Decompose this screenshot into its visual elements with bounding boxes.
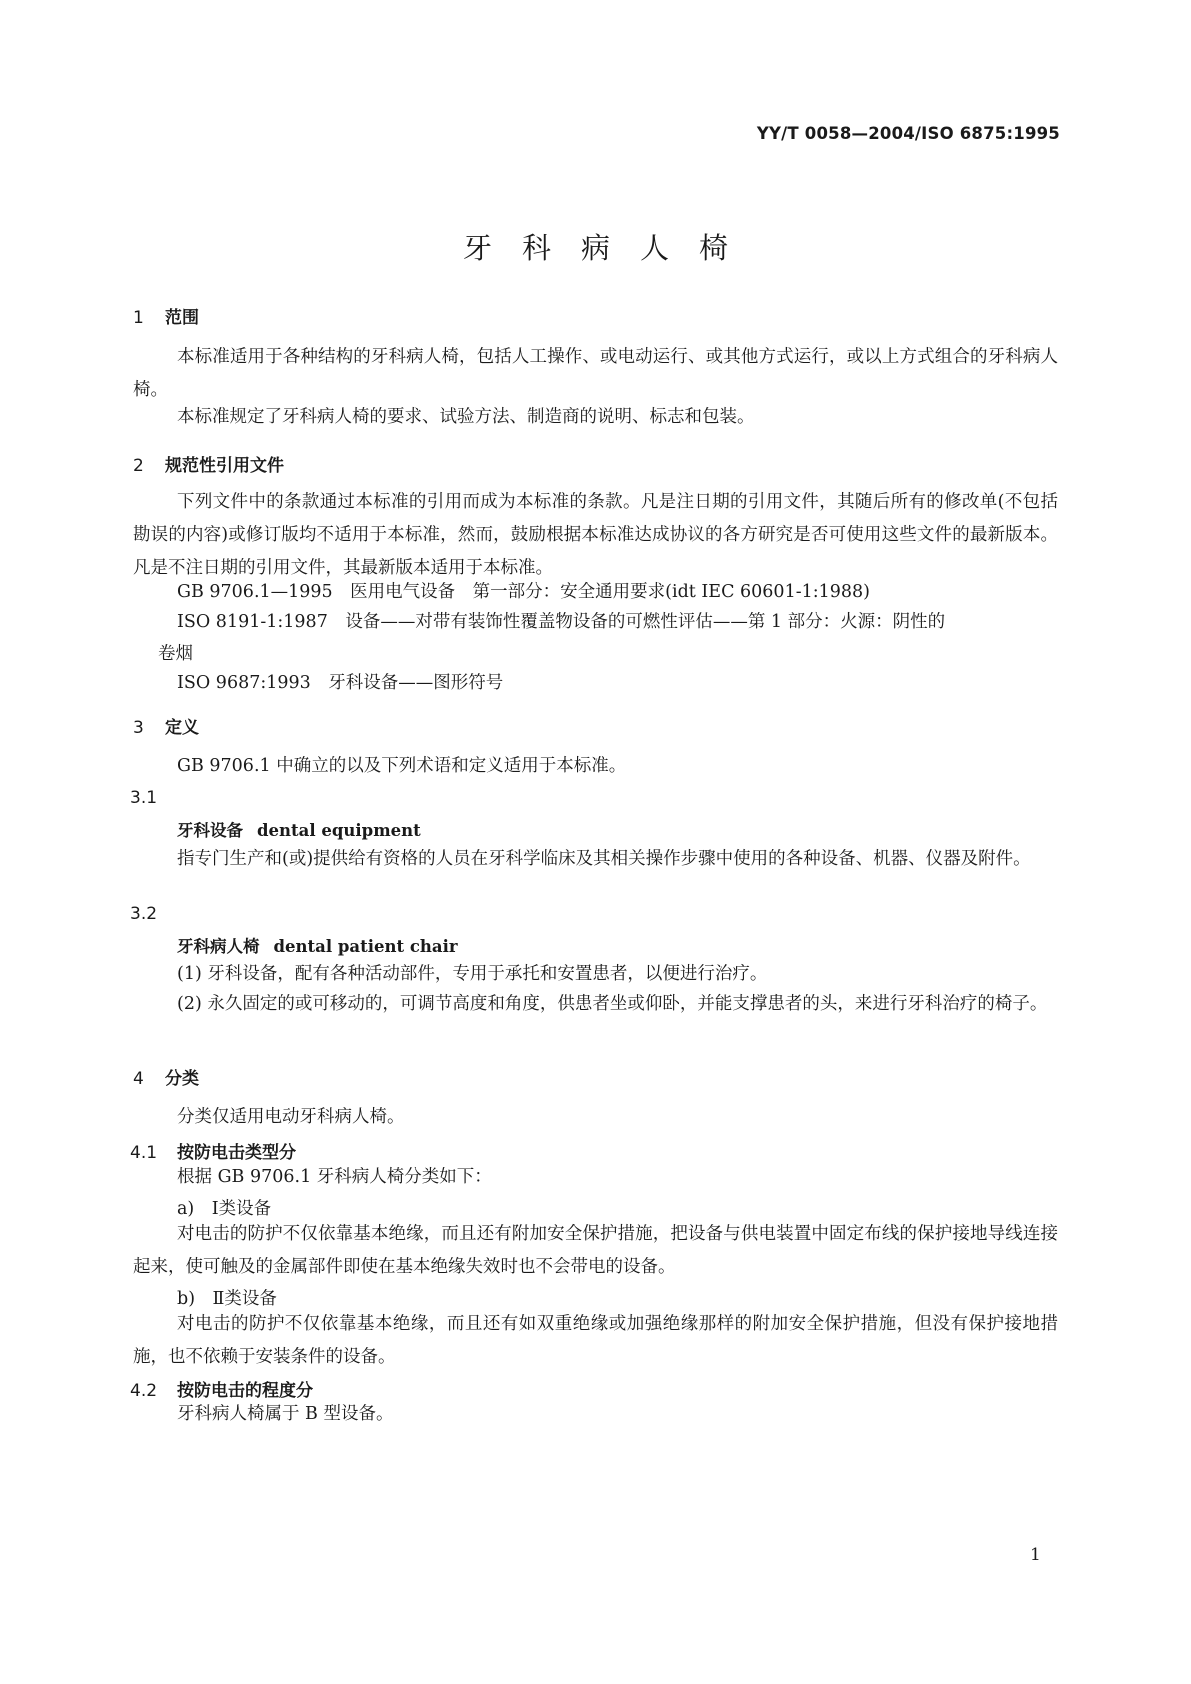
section-2-title: 规范性引用文件 [165,456,284,476]
section-4-number: 4 [133,1069,144,1089]
section-4-2-number: 4.2 [130,1381,158,1401]
term-dental-patient-chair [177,933,458,957]
definition-dental-patient-chair-2: (2) 永久固定的或可移动的，可调节高度和角度，供患者坐或仰卧，并能支撑患者的头，来进行牙科治疗的椅子。 [177,994,1048,1014]
document-title: 牙科病人椅 [462,231,758,265]
section-3-heading [133,713,199,738]
clause-3-1-number: 3.1 [130,788,158,808]
class-ii-description: 对电击的防护不仅依靠基本绝缘，而且还有如双重绝缘或加强绝缘那样的附加安全保护措施，但没有保护接地措施，也不依赖于安装条件的设备。 [133,1314,1058,1367]
definition-dental-equipment: 指专门生产和(或)提供给有资格的人员在牙科学临床及其相关操作步骤中使用的各种设备、机器、仪器及附件。 [177,849,1031,869]
term-dental-equipment-en: dental equipment [257,821,421,840]
term-dental-equipment [177,817,421,841]
section-1-title: 范围 [165,308,199,328]
section-4-2-title: 按防电击的程度分 [177,1381,313,1401]
section-2-number: 2 [133,456,144,476]
class-i-description: 对电击的防护不仅依靠基本绝缘，而且还有附加安全保护措施，把设备与供电装置中固定布线的保护接地导线连接起来，使可触及的金属部件即使在基本绝缘失效时也不会带电的设备。 [133,1224,1058,1277]
term-dental-patient-chair-en: dental patient chair [273,937,458,956]
section-2-paragraph-1: 下列文件中的条款通过本标准的引用而成为本标准的条款。凡是注日期的引用文件，其随后所有的修改单(不包括勘误的内容)或修订版均不适用于本标准，然而，鼓励根据本标准达成协议的各方研究是否可使用这些文件的最新版本。凡是不注日期的引用文件，其最新版本适用于本标准。 [133,492,1058,578]
class-ii-label: b) Ⅱ类设备 [177,1289,277,1309]
term-dental-equipment-cn: 牙科设备 [177,821,243,840]
term-dental-patient-chair-cn: 牙科病人椅 [177,937,260,956]
section-1-heading [133,303,199,328]
section-3-title: 定义 [165,718,199,738]
page-number: 1 [1030,1545,1041,1565]
section-4-1-intro: 根据 GB 9706.1 牙科病人椅分类如下： [177,1167,492,1187]
section-4-paragraph-1: 分类仅适用电动牙科病人椅。 [177,1107,405,1127]
section-4-1-heading [130,1138,296,1163]
section-1-paragraph-2: 本标准规定了牙科病人椅的要求、试验方法、制造商的说明、标志和包装。 [177,407,755,427]
section-3-number: 3 [133,718,144,738]
section-4-1-number: 4.1 [130,1143,158,1163]
section-4-title: 分类 [165,1069,199,1089]
definition-dental-patient-chair-1: (1) 牙科设备，配有各种活动部件，专用于承托和安置患者，以便进行治疗。 [177,964,768,984]
standard-number: YY/T 0058—2004/ISO 6875:1995 [756,124,1060,143]
clause-3-2-number: 3.2 [130,904,158,924]
reference-iso8191: ISO 8191-1:1987 设备——对带有装饰性覆盖物设备的可燃性评估——第 1 部分：火源：阴性的 [177,612,946,632]
section-4-heading [133,1064,199,1089]
section-3-paragraph-1: GB 9706.1 中确立的以及下列术语和定义适用于本标准。 [177,756,627,776]
section-4-2-text: 牙科病人椅属于 B 型设备。 [177,1404,394,1424]
section-2-heading [133,451,284,476]
section-1-paragraph-1: 本标准适用于各种结构的牙科病人椅，包括人工操作、或电动运行、或其他方式运行，或以上方式组合的牙科病人椅。 [133,347,1058,400]
reference-gb9706: GB 9706.1—1995 医用电气设备 第一部分：安全通用要求(idt IEC 60601-1:1988) [177,582,871,602]
section-1-number: 1 [133,308,144,328]
reference-iso9687: ISO 9687:1993 牙科设备——图形符号 [177,673,504,693]
class-i-label: a) Ⅰ类设备 [177,1199,272,1219]
section-4-1-title: 按防电击类型分 [177,1143,296,1163]
reference-iso8191-continued: 卷烟 [158,644,193,664]
